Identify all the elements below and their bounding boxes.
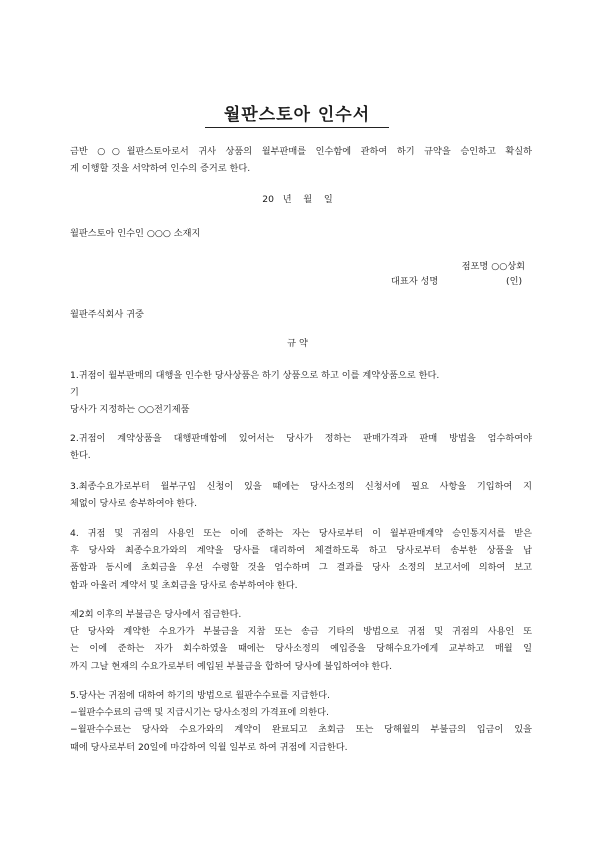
installment-line: 단 당사와 계약한 수요가가 부불금을 지참 또는 송금 기타의 방법으로 귀점 및 귀점의 사용인 또 bbox=[70, 626, 532, 638]
article-4-line: 품함과 동시에 초회금을 우선 수령할 것을 엄수하며 그 결과를 당사 소정의 보고서에 의하여 보고 bbox=[70, 562, 532, 574]
addressee-line: 월판주식회사 귀중 bbox=[70, 309, 144, 320]
intro-line: 금반 ○○월판스토아로서 귀사 상품의 월부판매를 인수함에 관하여 하기 규약을 승인하고 확실하 bbox=[70, 146, 532, 157]
article-2 bbox=[70, 430, 532, 464]
article-3-line: 체없이 당사로 송부하여야 한다. bbox=[70, 498, 198, 510]
article-4-line: 후 당사와 최종수요가와의 계약을 당사를 대리하여 체결하도록 하고 당사로부터 송부한 상품을 납 bbox=[70, 545, 532, 557]
seal-mark: (인) bbox=[506, 276, 523, 287]
article-4 bbox=[70, 525, 532, 594]
date-line: 20 년 월 일 bbox=[262, 194, 333, 205]
article-1-line: 당사가 지정하는 ○○전기제품 bbox=[70, 404, 190, 416]
intro-paragraph bbox=[70, 143, 532, 177]
article-5 bbox=[70, 687, 532, 756]
article-1-line: 1.귀점이 월부판매의 대행을 인수한 당사상품은 하기 상품으로 하고 이를 계약상품으로 한다. bbox=[70, 370, 440, 381]
article-5-line: −월판수수료는 당사와 수요가와의 계약이 완료되고 초회금 또는 당해월의 부불금의 입금이 있을 bbox=[70, 724, 532, 736]
article-5-line: −월판수수료의 금액 및 지급시기는 당사소정의 가격표에 의한다. bbox=[70, 707, 329, 719]
store-name-line: 점포명 ○○상회 bbox=[461, 261, 525, 272]
article-5-line: 때에 당사로부터 20일에 마감하여 익월 일부로 하여 귀점에 지급한다. bbox=[70, 741, 348, 753]
article-4-line: 4. 귀점 및 귀점의 사용인 또는 이에 준하는 자는 당사로부터 이 월부판매계약 승인통지서를 받은 bbox=[70, 528, 532, 539]
article-1 bbox=[70, 367, 532, 419]
article-2-line: 한다. bbox=[70, 450, 91, 462]
article-4-line: 함과 아울러 계약서 및 초회금을 당사로 송부하여야 한다. bbox=[70, 579, 298, 591]
representative-line: 대표자 성명 bbox=[391, 276, 439, 287]
article-2-line: 2.귀점이 계약상품을 대행판매함에 있어서는 당사가 정하는 판매가격과 판매 방법을 엄수하여야 bbox=[70, 433, 532, 444]
installment-line: 는 이에 준하는 자가 회수하였을 때에는 당사소정의 예입증을 당해수요가에게 교부하고 매월 일 bbox=[70, 643, 532, 655]
article-3-line: 3.최종수요가로부터 월부구입 신청이 있을 때에는 당사소정의 신청서에 필요 사항을 기입하여 지 bbox=[70, 481, 532, 492]
document-title: 월판스토아 인수서 bbox=[205, 104, 389, 128]
installment-line: 제2회 이후의 부불금은 당사에서 집금한다. bbox=[70, 609, 242, 620]
intro-line: 게 이행할 것을 서약하여 인수의 증거로 한다. bbox=[70, 163, 251, 175]
article-3 bbox=[70, 478, 532, 512]
installment-line: 까지 그날 현재의 수요가로부터 예입된 부불금을 합하여 당사에 불입하여야 한다. bbox=[70, 660, 393, 672]
acceptor-line: 월판스토아 인수인 ○○○ 소재지 bbox=[70, 228, 201, 239]
rules-heading: 규 약 bbox=[287, 338, 308, 349]
article-5-line: 5.당사는 귀점에 대하여 하기의 방법으로 월판수수료를 지급한다. bbox=[70, 690, 330, 701]
installment-clause bbox=[70, 606, 532, 675]
article-1-subhead: 기 bbox=[70, 387, 79, 399]
